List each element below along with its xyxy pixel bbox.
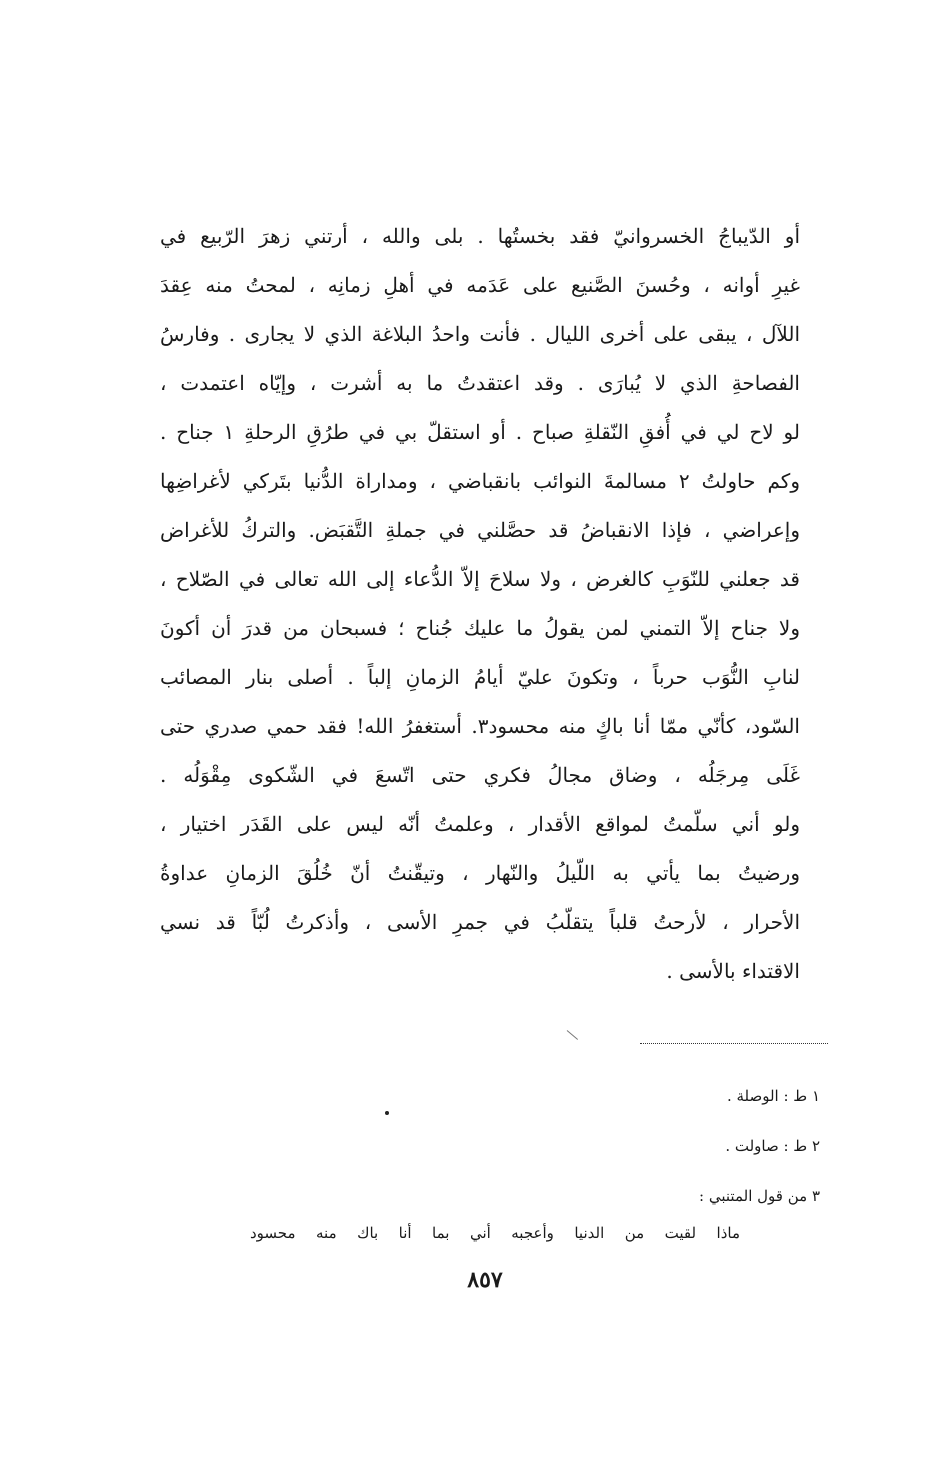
footnote-1: ١ ط : الوصلة . (726, 1087, 820, 1105)
footnotes (480, 1082, 820, 1232)
body-line: غَلَى مِرجَلُه ، وضاق مجالُ فكري حتى اتّسعَ في الشّكوى مِقْوَلُه . (160, 763, 800, 787)
stray-stroke-mark (567, 1030, 578, 1040)
body-paragraph (160, 212, 800, 996)
body-line: السّود، كأنّي ممّا أنا باكٍ منه محسود٣. أستغفرُ الله! فقد حمي صدري حتى (160, 714, 800, 738)
body-line: ورضيتُ بما يأتي به اللّيلُ والنّهار ، وتيقّنتُ أنّ خُلُقَ الزمانِ عداوةُ (160, 861, 800, 885)
body-line: قد جعلني للنّوَبِ كالغرض ، ولا سلاحَ إلاّ الدُّعاء إلى الله تعالى في الصّلاح ، (160, 567, 800, 591)
body-line: أو الدّيباجُ الخسروانيّ فقد بخستُها . بلى والله ، أرتني زهرَ الرّبيع في (160, 224, 800, 248)
body-line: ولو أني سلّمتُ لمواقع الأقدار ، وعلمتُ أنّه ليس على القَدَر اختيار ، (160, 812, 800, 836)
body-line: لو لاح لي في أُفقِ النّقلةِ صباح . أو استقلّ بي في طرُقِ الرحلةِ ١ جناح . (160, 420, 800, 444)
body-line: وكم حاولتُ ٢ مسالمةَ النوائب بانقباضي ، ومداراة الدُّنيا بتَركي لأغراضِها (160, 469, 800, 493)
footnote-separator (640, 1043, 828, 1044)
body-line: ولا جناح إلاّ التمني لمن يقولُ ما عليك جُناح ؛ فسبحان من قدرَ أن أكونَ (160, 616, 800, 640)
body-line: الفصاحةِ الذي لا يُبارَى . وقد اعتقدتُ ما به أشرت ، وإيّاه اعتمدت ، (160, 371, 800, 395)
body-line: وإعراضي ، فإذا الانقباضُ قد حصَّلني في جملةِ التَّقبَض. والتركُ للأغراض (160, 518, 800, 542)
quoted-verse: ماذا لقيت من الدنيا وأعجبه أني بما أنا باك منه محسود (250, 1224, 740, 1242)
body-line: الأحرار ، لأرحتُ قلباً يتقلّبُ في جمرِ الأسى ، وأذكرتُ لُبّاً قد نسي (160, 910, 800, 934)
footnote-3: ٣ من قول المتنبي : (699, 1187, 820, 1205)
footnote-2: ٢ ط : صاولت . (725, 1137, 820, 1155)
stray-dot-mark (385, 1111, 389, 1115)
page-number: ٨٥٧ (467, 1267, 503, 1293)
body-line-last: الاقتداء بالأسى . (666, 959, 800, 983)
body-line: غيرِ أوانه ، وحُسنَ الصَّنيع على عَدَمه في أهلِ زمانِه ، لمحتُ منه عِقدَ (160, 273, 800, 297)
body-line: لنابِ النُّوَب حرباً ، وتكونَ عليّ أيامُ الزمانِ إلباً . أصلى بنار المصائب (160, 665, 800, 689)
body-line: اللآل ، يبقى على أخرى الليال . فأنت واحدُ البلاغة الذي لا يجارى . وفارسُ (160, 322, 800, 346)
